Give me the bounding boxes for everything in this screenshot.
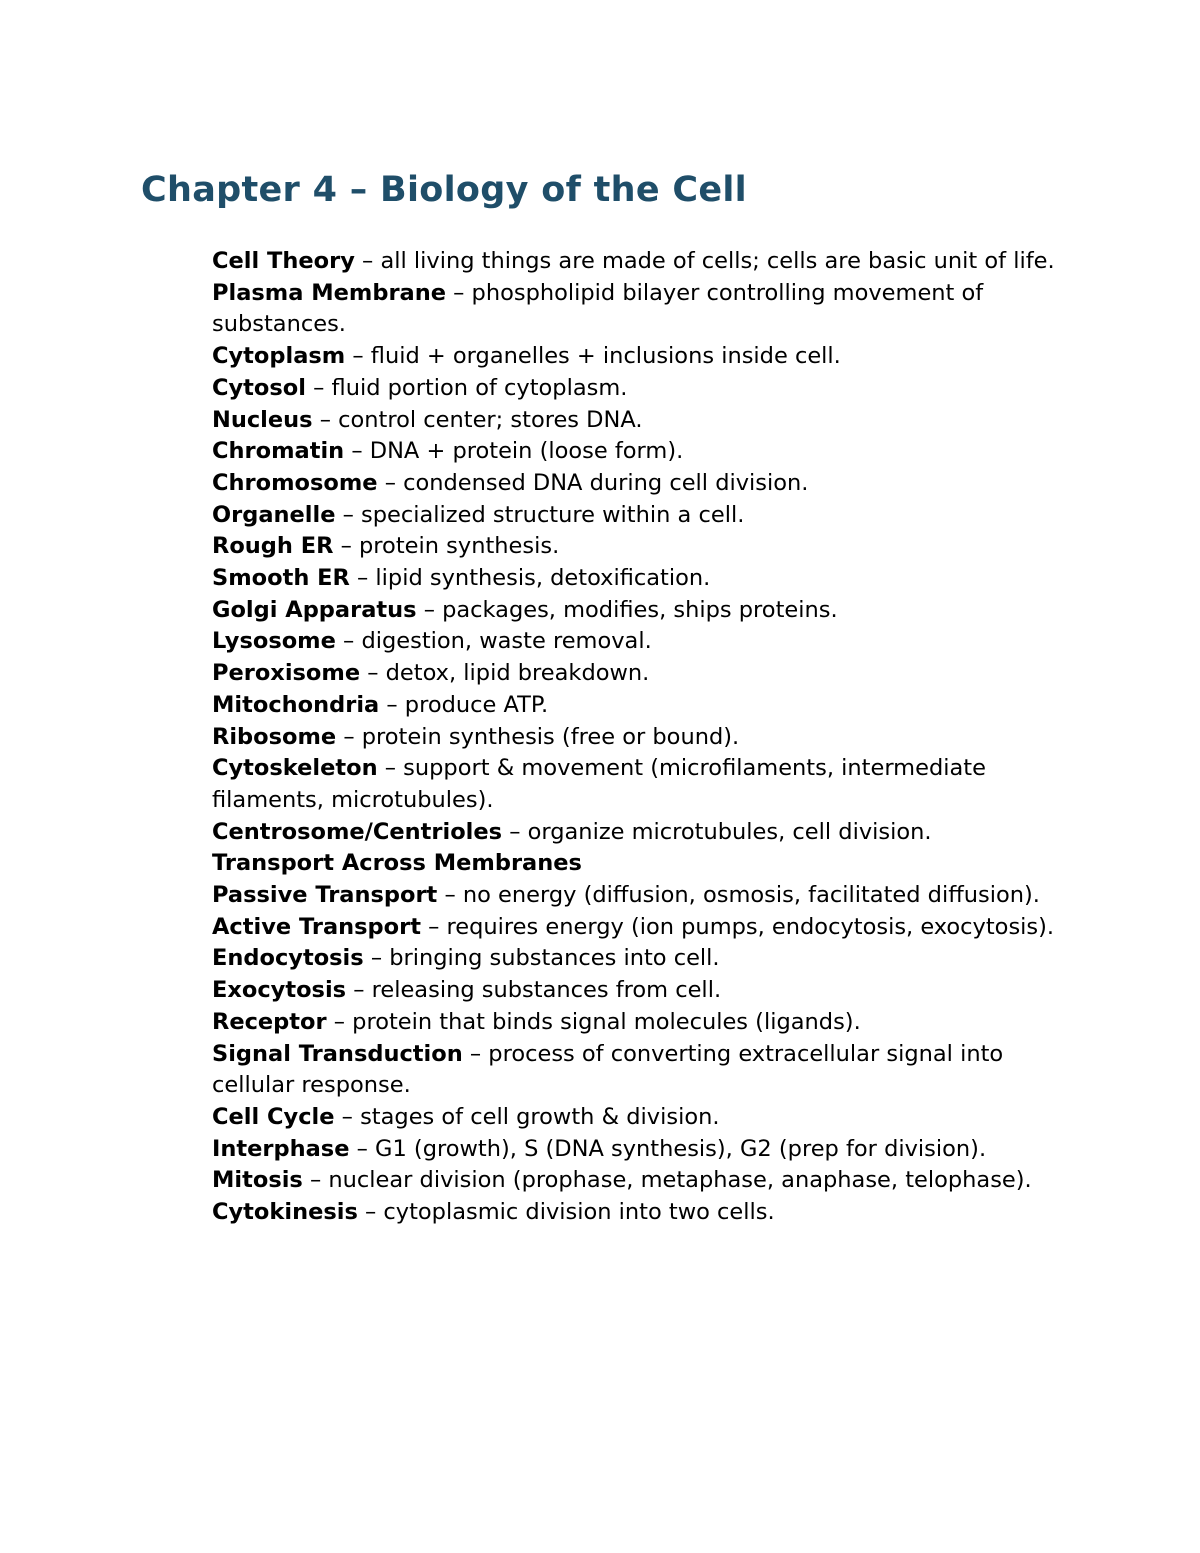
list-item: [212, 880, 1057, 912]
list-item: [212, 563, 1057, 595]
list-item: [212, 373, 1057, 405]
list-item: [212, 531, 1057, 563]
term: Cytokinesis: [212, 1199, 358, 1226]
definition: – stages of cell growth & division.: [334, 1103, 720, 1130]
section-heading: [212, 848, 1057, 880]
definition: – packages, modifies, ships proteins.: [416, 596, 838, 623]
list-item: [212, 1165, 1057, 1197]
definition: – releasing substances from cell.: [346, 977, 722, 1004]
term: Exocytosis: [212, 977, 347, 1004]
list-item: [212, 722, 1057, 754]
term: Smooth ER: [212, 565, 350, 592]
term: Passive Transport: [212, 882, 438, 909]
list-item: [212, 975, 1057, 1007]
definition: – specialized structure within a cell.: [335, 501, 745, 528]
definition: – phospholipid bilayer controlling movement of substances.: [212, 279, 984, 338]
list-item: [212, 626, 1057, 658]
definition: – process of converting extracellular signal into cellular response.: [212, 1040, 1004, 1099]
term: Organelle: [212, 501, 336, 528]
term: Chromatin: [212, 438, 345, 465]
list-item: [212, 405, 1057, 437]
definition: – protein synthesis (free or bound).: [336, 723, 740, 750]
definition: – digestion, waste removal.: [335, 628, 652, 655]
term: Centrosome/Centrioles: [212, 818, 503, 845]
definition: – bringing substances into cell.: [363, 945, 720, 972]
list-item: [212, 341, 1057, 373]
term-list: [212, 246, 1057, 1229]
list-item: [212, 246, 1057, 278]
term: Nucleus: [212, 406, 313, 433]
definition: – no energy (diffusion, osmosis, facilitated diffusion).: [437, 882, 1040, 909]
definition: – control center; stores DNA.: [312, 406, 643, 433]
list-item: [212, 658, 1057, 690]
list-item: [212, 943, 1057, 975]
list-item: [212, 1102, 1057, 1134]
definition: – requires energy (ion pumps, endocytosis, exocytosis).: [420, 913, 1055, 940]
list-item: [212, 595, 1057, 627]
list-item: [212, 1134, 1057, 1166]
list-item: [212, 753, 1057, 816]
term: Cell Theory: [212, 248, 355, 274]
definition: – nuclear division (prophase, metaphase, anaphase, telophase).: [302, 1167, 1032, 1194]
term: Cytoplasm: [212, 343, 346, 370]
definition: – fluid portion of cytoplasm.: [305, 374, 628, 401]
list-item: [212, 468, 1057, 500]
definition: – produce ATP.: [379, 691, 549, 718]
list-item: [212, 912, 1057, 944]
term: Cell Cycle: [212, 1103, 335, 1130]
definition: – condensed DNA during cell division.: [377, 469, 809, 496]
term: Active Transport: [212, 913, 421, 940]
definition: – support & movement (microfilaments, intermediate filaments, microtubules).: [212, 755, 986, 813]
list-item: [212, 500, 1057, 532]
definition: – lipid synthesis, detoxification.: [349, 565, 711, 592]
definition: – DNA + protein (loose form).: [344, 438, 684, 465]
term: Lysosome: [212, 628, 336, 655]
list-item: [212, 1039, 1057, 1102]
term: Chromosome: [212, 469, 378, 496]
term: Signal Transduction: [212, 1040, 463, 1067]
list-item: [212, 1007, 1057, 1039]
term: Receptor: [212, 1008, 327, 1035]
definition: – protein synthesis.: [333, 533, 560, 560]
term: Mitochondria: [212, 691, 380, 718]
term: Transport Across Membranes: [212, 850, 582, 877]
list-item: [212, 1197, 1057, 1229]
definition: – fluid + organelles + inclusions inside cell.: [345, 343, 841, 370]
definition: – protein that binds signal molecules (ligands).: [326, 1008, 861, 1035]
list-item: [212, 817, 1057, 849]
term: Golgi Apparatus: [212, 596, 417, 623]
definition: – detox, lipid breakdown.: [360, 660, 650, 687]
term: Ribosome: [212, 723, 337, 750]
list-item: [212, 436, 1057, 468]
term: Interphase: [212, 1135, 350, 1162]
list-item: [212, 278, 1057, 341]
definition: – organize microtubules, cell division.: [502, 818, 932, 845]
term: Cytosol: [212, 374, 306, 401]
term: Rough ER: [212, 533, 334, 560]
definition: – all living things are made of cells; cells are basic unit of life.: [354, 248, 1055, 274]
term: Mitosis: [212, 1167, 303, 1194]
term: Peroxisome: [212, 660, 361, 687]
list-item: [212, 690, 1057, 722]
term: Cytoskeleton: [212, 755, 378, 782]
definition: – G1 (growth), S (DNA synthesis), G2 (prep for division).: [349, 1135, 987, 1162]
term: Endocytosis: [212, 945, 364, 972]
page-title: Chapter 4 – Biology of the Cell: [141, 170, 747, 210]
definition: – cytoplasmic division into two cells.: [357, 1199, 775, 1226]
term: Plasma Membrane: [212, 279, 446, 306]
